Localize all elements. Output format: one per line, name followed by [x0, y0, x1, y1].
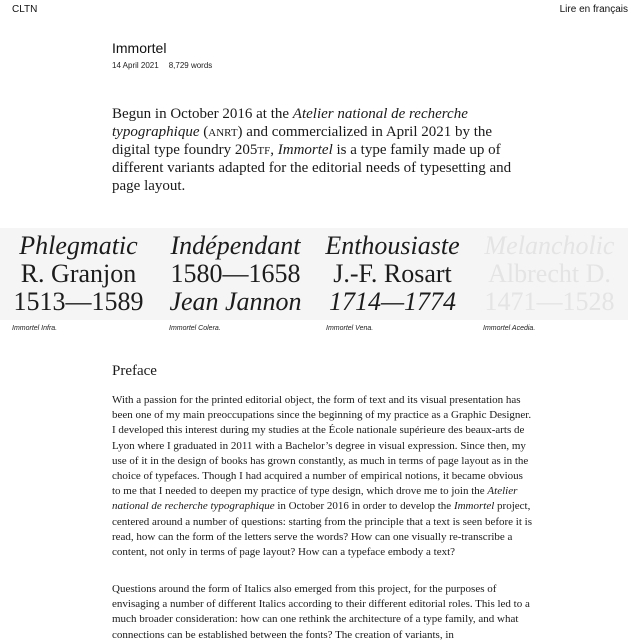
intro-text: Begun in October 2016 at the	[112, 106, 293, 122]
language-switch-link[interactable]: Lire en français	[559, 4, 628, 15]
specimen-caption: Immortel Acedia.	[483, 325, 536, 332]
intro-text: is a type family made up of different variants adapted for the editorial needs of typesetting and page layout.	[112, 142, 512, 194]
intro-italic-immortel: Immortel	[277, 142, 333, 158]
specimen-line: 1714—1774	[328, 287, 457, 316]
specimen-line: Phlegmatic	[19, 231, 138, 260]
section-heading-preface: Preface	[112, 363, 157, 379]
intro-smallcaps-tf: tf	[257, 142, 271, 158]
preface-text: project, centered around a number of questions: starting from the principle that a text is seen before it is read, how can the form of the letters serve the words? How can one visually re-transcribe a content, not only in terms of page layout? How can a typeface embody a text?	[112, 500, 533, 559]
specimen-line: 1513—1589	[13, 287, 144, 316]
intro-text: ) and commercialized in April 2021 by the digital type foundry 205	[112, 124, 493, 158]
specimen-caption: Immortel Infra.	[12, 325, 58, 332]
specimen-caption: Immortel Vena.	[326, 325, 374, 332]
preface-italic-atelier: Atelier national de recherche typographique	[112, 485, 518, 513]
specimen-acedia	[471, 228, 628, 332]
article-meta	[112, 61, 212, 70]
specimen-colera	[157, 228, 314, 332]
article-date: 14 April 2021	[112, 61, 159, 70]
specimen-infra	[0, 228, 157, 332]
specimen-line: Jean Jannon	[169, 287, 302, 316]
intro-paragraph	[112, 105, 532, 195]
specimen-line: J.-F. Rosart	[333, 259, 452, 288]
specimen-line: Albrecht D.	[488, 259, 611, 288]
intro-text: ,	[270, 142, 278, 158]
specimen-image	[314, 228, 471, 320]
preface-paragraph	[112, 393, 532, 560]
intro-italic-atelier: Atelier national de recherche typographique	[112, 106, 468, 140]
specimen-gallery	[0, 228, 640, 338]
specimen-line: Melancholic	[484, 231, 615, 260]
specimen-image	[157, 228, 314, 320]
specimen-line: 1471—1528	[484, 287, 615, 316]
specimen-image	[0, 228, 157, 320]
specimen-line: Indépendant	[170, 231, 301, 260]
intro-smallcaps-anrt: anrt	[208, 124, 238, 140]
specimen-line: R. Granjon	[20, 259, 137, 288]
article-word-count: 8,729 words	[168, 61, 213, 70]
specimen-image	[471, 228, 628, 320]
intro-text: (	[199, 124, 209, 140]
article-title: Immortel	[112, 40, 167, 56]
specimen-line: 1580—1658	[170, 259, 301, 288]
preface-italic-immortel: Immortel	[453, 500, 495, 513]
preface-paragraph: Questions around the form of Italics also emerged from this project, for the purposes of envisaging a number of different Italics according to their different editorial roles. This led to a much broader consideration: how can one rethink the architecture of a type family, and what connections can be established between the fonts? The creation of variants, in	[112, 583, 530, 641]
site-logo[interactable]: CLTN	[12, 4, 38, 15]
specimen-line: Enthousiaste	[325, 231, 460, 260]
preface-text: in October 2016 in order to develop the	[274, 500, 454, 513]
preface-text: With a passion for the printed editorial object, the form of text and its visual presentation has been one of my main preoccupations since the beginning of my practice as a Graphic Designer. I developed this interest during my studies at the École nationale supérieure des beaux-arts de Lyon where I graduated in 2011 with a Bachelor’s degree in visual expression. Since then, my use of it in the design of books has grown constantly, as much in terms of page layout as in the choice of typefaces. Though I had acquired a number of empirical notions, it became obvious to me that I needed to deepen my practice of type design, which drove me to join the	[112, 394, 532, 498]
specimen-caption: Immortel Colera.	[169, 325, 221, 332]
specimen-vena	[314, 228, 471, 332]
